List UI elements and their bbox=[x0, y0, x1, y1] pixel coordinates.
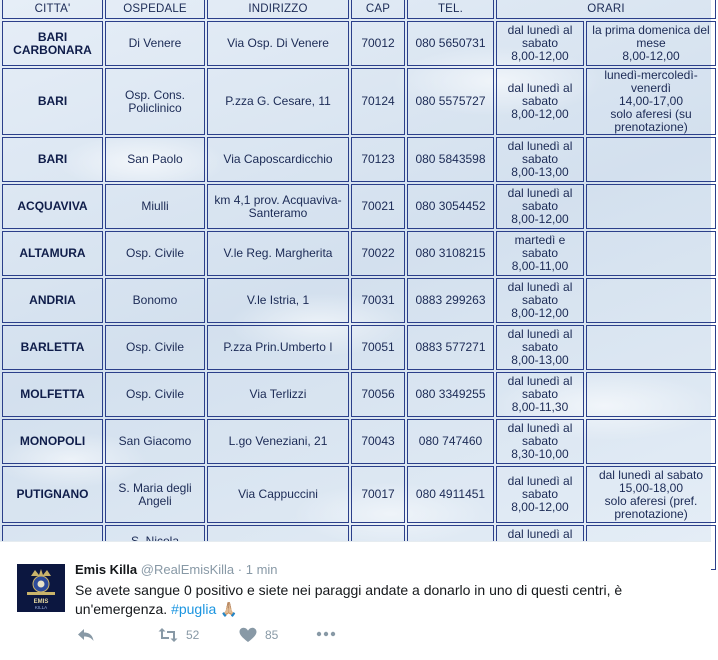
cell-tel: 080 747460 bbox=[407, 419, 494, 464]
cell-hospital: Di Venere bbox=[105, 21, 205, 66]
cell-extra-hours: la prima domenica del mese 8,00-12,00 bbox=[586, 21, 716, 66]
cell-city: BARI bbox=[2, 137, 103, 182]
cell-hours: dal lunedì al sabato 8,00-12,00 bbox=[496, 466, 584, 523]
cell-tel: 080 4911451 bbox=[407, 466, 494, 523]
more-button[interactable] bbox=[316, 631, 336, 637]
cell-address: V.le Reg. Margherita bbox=[207, 231, 349, 276]
like-button[interactable] bbox=[239, 627, 278, 643]
emoji: 🙏🏼 bbox=[220, 601, 238, 617]
cell-hospital: Osp. Civile bbox=[105, 372, 205, 417]
table-row bbox=[2, 231, 716, 276]
cell-city: ACQUAVIVA bbox=[2, 184, 103, 229]
reply-button[interactable] bbox=[77, 627, 95, 643]
tweet-body: Se avete sangue 0 positivo e siete nei paraggi andate a donarlo in uno di questi centri, è un'emergenza. bbox=[75, 582, 623, 617]
cell-hours: dal lunedì al sabato 8,00-12,00 bbox=[496, 21, 584, 66]
cell-tel: 0883 577271 bbox=[407, 325, 494, 370]
cell-cap: 70123 bbox=[351, 137, 405, 182]
timestamp[interactable]: 1 min bbox=[245, 562, 278, 577]
table-row bbox=[2, 466, 716, 523]
cell-address: V.le Istria, 1 bbox=[207, 278, 349, 323]
header-address: INDIRIZZO bbox=[207, 0, 349, 19]
cell-hours: dal lunedì al sabato 8,00-13,00 bbox=[496, 137, 584, 182]
cell-cap: 70124 bbox=[351, 68, 405, 135]
cell-address: Via Terlizzi bbox=[207, 372, 349, 417]
cell-extra-hours bbox=[586, 419, 716, 464]
cell-extra-hours bbox=[586, 137, 716, 182]
tweet-header bbox=[75, 562, 278, 577]
table-header-row bbox=[2, 0, 716, 19]
table-row bbox=[2, 68, 716, 135]
cell-hours: dal lunedì al sabato 8,00-12,00 bbox=[496, 278, 584, 323]
author-name[interactable]: Emis Killa bbox=[75, 562, 138, 577]
header-cap: CAP bbox=[351, 0, 405, 19]
cell-hospital: Osp. Cons. Policlinico bbox=[105, 68, 205, 135]
avatar-subtext: KILLA bbox=[34, 605, 48, 610]
retweet-icon bbox=[158, 627, 178, 643]
retweet-count: 52 bbox=[186, 628, 200, 642]
cell-city: BARI CARBONARA bbox=[2, 21, 103, 66]
cell-hours: dal lunedì al sabato 8,30-10,00 bbox=[496, 419, 584, 464]
cell-hours: dal lunedì al sabato 8,00-12,00 bbox=[496, 184, 584, 229]
cell-city: BARI bbox=[2, 68, 103, 135]
cell-tel: 080 5575727 bbox=[407, 68, 494, 135]
cell-address: P.zza G. Cesare, 11 bbox=[207, 68, 349, 135]
cell-cap: 70056 bbox=[351, 372, 405, 417]
cell-extra-hours bbox=[586, 184, 716, 229]
tweet bbox=[0, 541, 711, 660]
more-dots-icon bbox=[316, 631, 336, 637]
time-separator: · bbox=[237, 562, 243, 577]
cell-hospital: Osp. Civile bbox=[105, 325, 205, 370]
cell-cap: 70021 bbox=[351, 184, 405, 229]
cell-hours: dal lunedì al sabato 8,00-13,00 bbox=[496, 325, 584, 370]
cell-city: ANDRIA bbox=[2, 278, 103, 323]
table-row bbox=[2, 184, 716, 229]
cell-cap: 70022 bbox=[351, 231, 405, 276]
table-row bbox=[2, 419, 716, 464]
author-handle[interactable]: @RealEmisKilla bbox=[140, 562, 235, 577]
avatar-logo-icon bbox=[17, 564, 65, 612]
cell-cap: 70012 bbox=[351, 21, 405, 66]
cell-tel: 080 3054452 bbox=[407, 184, 494, 229]
cell-hospital: Bonomo bbox=[105, 278, 205, 323]
cell-hospital: S. Maria degli Angeli bbox=[105, 466, 205, 523]
cell-city: MONOPOLI bbox=[2, 419, 103, 464]
cell-address: P.zza Prin.Umberto I bbox=[207, 325, 349, 370]
cell-cap: 70043 bbox=[351, 419, 405, 464]
cell-city: BARLETTA bbox=[2, 325, 103, 370]
avatar[interactable] bbox=[17, 564, 65, 612]
like-count: 85 bbox=[265, 628, 279, 642]
cell-hospital: Osp. Civile bbox=[105, 231, 205, 276]
cell-extra-hours bbox=[586, 231, 716, 276]
cell-tel: 080 3349255 bbox=[407, 372, 494, 417]
tweet-text bbox=[75, 581, 685, 619]
cell-hours: dal lunedì al bbox=[496, 525, 584, 570]
cell-hospital: San Giacomo bbox=[105, 419, 205, 464]
cell-extra-hours bbox=[586, 325, 716, 370]
cell-address: L.go Veneziani, 21 bbox=[207, 419, 349, 464]
cell-tel: 0883 299263 bbox=[407, 278, 494, 323]
cell-cap: 70051 bbox=[351, 325, 405, 370]
retweet-button[interactable] bbox=[158, 627, 199, 643]
header-hours: ORARI bbox=[496, 0, 716, 19]
cell-address: Via Cappuccini bbox=[207, 466, 349, 523]
header-tel: TEL. bbox=[407, 0, 494, 19]
table-row bbox=[2, 278, 716, 323]
header-hospital: OSPEDALE bbox=[105, 0, 205, 19]
cell-city: PUTIGNANO bbox=[2, 466, 103, 523]
cell-address: Via Caposcardicchio bbox=[207, 137, 349, 182]
heart-icon bbox=[239, 627, 257, 643]
cell-tel: 080 5843598 bbox=[407, 137, 494, 182]
cell-extra-hours bbox=[586, 278, 716, 323]
tweet-actions bbox=[75, 627, 375, 647]
cell-hospital: Miulli bbox=[105, 184, 205, 229]
table-row bbox=[2, 137, 716, 182]
cell-hours: dal lunedì al sabato 8,00-11,30 bbox=[496, 372, 584, 417]
cell-address: km 4,1 prov. Acquaviva-Santeramo bbox=[207, 184, 349, 229]
cell-extra-hours: dal lunedì al sabato 15,00-18,00 solo aferesi (pref. prenotazione) bbox=[586, 466, 716, 523]
cell-address: Via Osp. Di Venere bbox=[207, 21, 349, 66]
reply-icon bbox=[77, 627, 95, 643]
cell-extra-hours bbox=[586, 372, 716, 417]
cell-city: ALTAMURA bbox=[2, 231, 103, 276]
cell-hours: martedì e sabato 8,00-11,00 bbox=[496, 231, 584, 276]
hashtag-link[interactable]: #puglia bbox=[171, 601, 217, 617]
header-city: CITTA' bbox=[2, 0, 103, 19]
cell-hours: dal lunedì al sabato 8,00-12,00 bbox=[496, 68, 584, 135]
cell-extra-hours: lunedì-mercoledì-venerdì 14,00-17,00 solo aferesi (su prenotazione) bbox=[586, 68, 716, 135]
table-row bbox=[2, 21, 716, 66]
cell-tel: 080 3108215 bbox=[407, 231, 494, 276]
cell-cap: 70031 bbox=[351, 278, 405, 323]
cell-hospital: San Paolo bbox=[105, 137, 205, 182]
table-row bbox=[2, 372, 716, 417]
cell-cap: 70017 bbox=[351, 466, 405, 523]
avatar-text: EMIS bbox=[33, 599, 49, 605]
cell-city: MOLFETTA bbox=[2, 372, 103, 417]
cell-tel: 080 5650731 bbox=[407, 21, 494, 66]
table-row bbox=[2, 325, 716, 370]
